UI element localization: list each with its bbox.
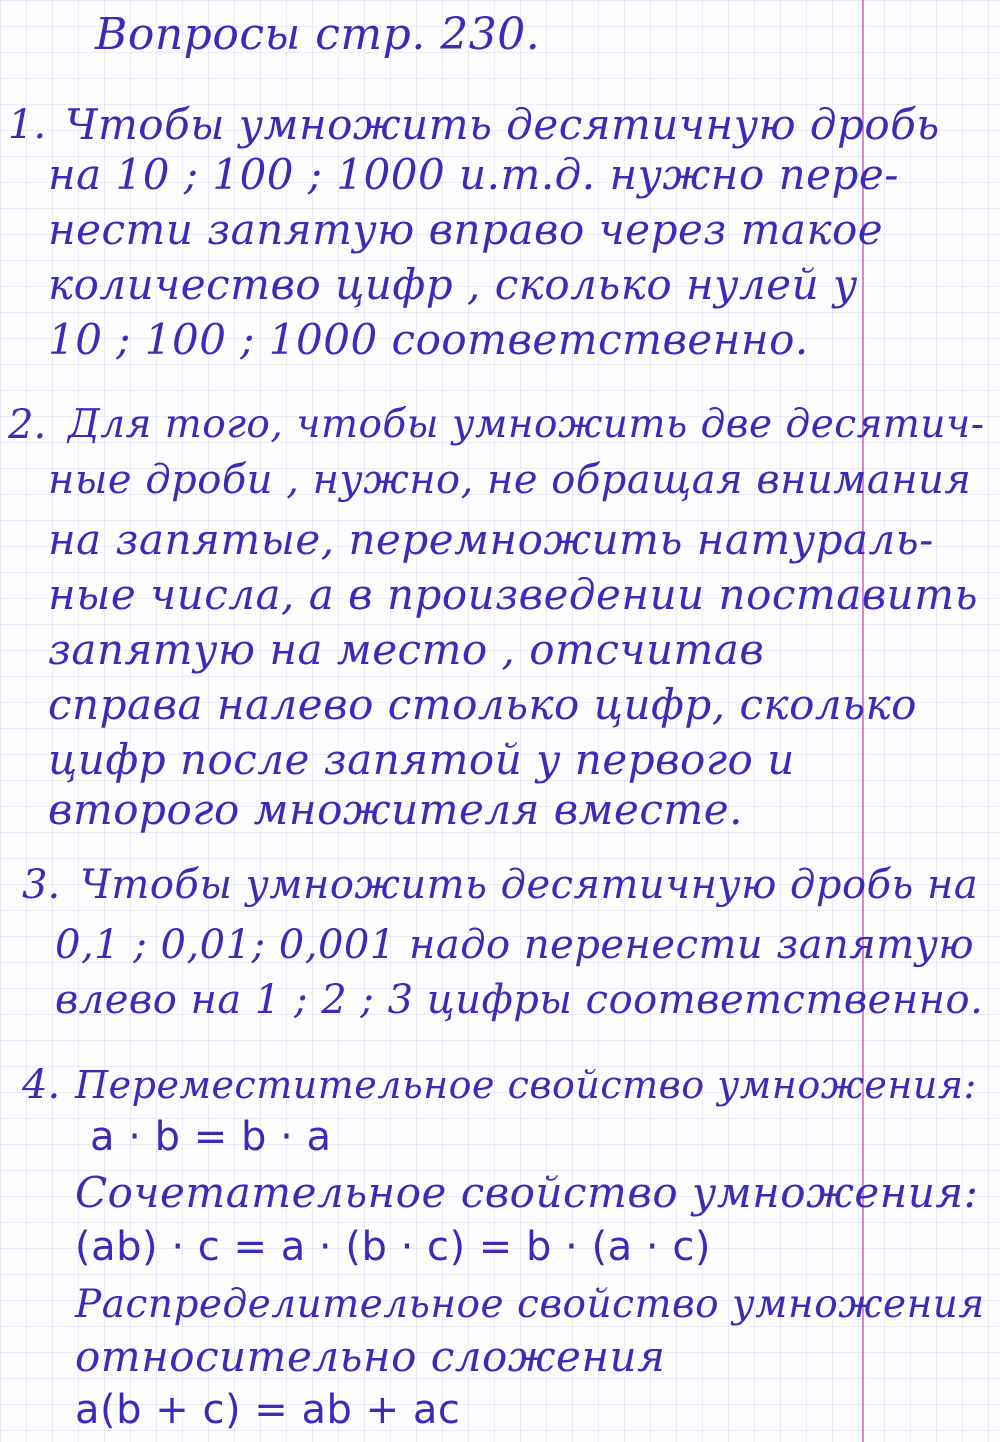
- answer-4-number: 4.: [22, 1062, 61, 1108]
- answer-2-line-3: на запятые, перемножить натураль-: [48, 515, 934, 564]
- answer-2-line-8: второго множителя вместе.: [48, 785, 743, 834]
- answer-2-line-7: цифр после запятой у первого и: [48, 735, 795, 784]
- answer-1-line-3: нести запятую вправо через такое: [48, 205, 884, 254]
- associative-formula: (ab) · c = a · (b · c) = b · (a · c): [75, 1224, 711, 1270]
- answer-3-line-2: 0,1 ; 0,01; 0,001 надо перенести запятую: [55, 922, 975, 968]
- answer-2-line-4: ные числа, а в произведении поставить: [48, 570, 978, 619]
- answer-4-line-5: Распределительное свойство умножения: [75, 1282, 985, 1327]
- answer-3-line-1: Чтобы умножить десятичную дробь на: [80, 862, 979, 908]
- commutative-formula: a · b = b · a: [90, 1114, 332, 1160]
- distributive-formula: a(b + c) = ab + ac: [75, 1387, 461, 1433]
- answer-4-line-1: Переместительное свойство умножения:: [75, 1063, 977, 1107]
- answer-4-line-3: Сочетательное свойство умножения:: [75, 1168, 979, 1217]
- answer-2-line-1: Для того, чтобы умножить две десятич-: [68, 402, 985, 447]
- answer-1-line-5: 10 ; 100 ; 1000 соответственно.: [48, 315, 809, 364]
- answer-2-line-5: запятую на место , отсчитав: [48, 625, 765, 674]
- page-title: Вопросы стр. 230.: [95, 9, 541, 60]
- answer-3-line-3: влево на 1 ; 2 ; 3 цифры соответственно.: [55, 977, 984, 1023]
- answer-3-number: 3.: [22, 862, 61, 908]
- answer-1-line-2: на 10 ; 100 ; 1000 и.т.д. нужно пере-: [48, 150, 899, 199]
- answer-2-line-2: ные дроби , нужно, не обращая внимания: [48, 457, 972, 503]
- answer-1-number: 1.: [8, 102, 47, 148]
- answer-1-line-1: Чтобы умножить десятичную дробь: [65, 100, 940, 149]
- answer-1-line-4: количество цифр , сколько нулей у: [48, 260, 858, 309]
- answer-2-number: 2.: [8, 402, 47, 448]
- answer-2-line-6: справа налево столько цифр, сколько: [48, 680, 917, 729]
- answer-4-line-6: относительно сложения: [75, 1332, 666, 1381]
